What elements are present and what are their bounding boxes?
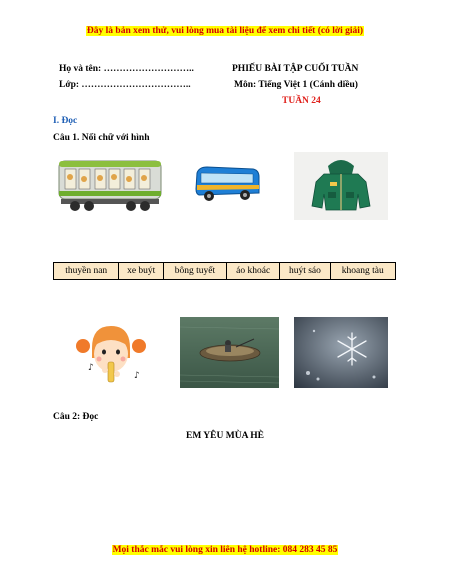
word-cell[interactable]: xe buýt: [119, 263, 164, 280]
top-banner: Đây là bản xem thử, vui lòng mua tài liệu để xem chi tiết (có lời giải): [86, 26, 364, 36]
section-reading: I. Đọc: [53, 116, 78, 126]
word-cell[interactable]: áo khoác: [227, 263, 280, 280]
bottom-banner: Mọi thắc mắc vui lòng xin liên hệ hotline: 084 283 45 85: [112, 545, 338, 555]
bus-image: [193, 163, 261, 205]
jacket-image: [294, 152, 388, 220]
word-cell[interactable]: thuyền nan: [54, 263, 119, 280]
boat-image: [180, 317, 279, 388]
worksheet-title: PHIẾU BÀI TẬP CUỐI TUẦN: [232, 64, 359, 74]
question-1: Câu 1. Nối chữ với hình: [53, 133, 150, 143]
train-image: [57, 157, 165, 213]
snowflake-image: [294, 317, 388, 388]
class-label: Lớp: ……………………………..: [59, 80, 191, 90]
word-cell[interactable]: huýt sáo: [280, 263, 330, 280]
word-cell[interactable]: bông tuyết: [163, 263, 226, 280]
svg-text:♪: ♪: [88, 363, 94, 373]
word-table: [53, 262, 396, 280]
question-2: Câu 2: Đọc: [53, 412, 99, 422]
week-label: TUẦN 24: [282, 96, 321, 106]
reading-title: EM YÊU MÙA HÈ: [185, 431, 265, 441]
name-label: Họ và tên: ………………………..: [59, 64, 194, 74]
girl-whistling-image: [70, 318, 156, 388]
word-row: [54, 263, 396, 280]
svg-text:♪: ♪: [134, 371, 140, 381]
subject-label: Môn: Tiếng Việt 1 (Cánh diều): [234, 80, 358, 90]
word-cell[interactable]: khoang tàu: [330, 263, 395, 280]
